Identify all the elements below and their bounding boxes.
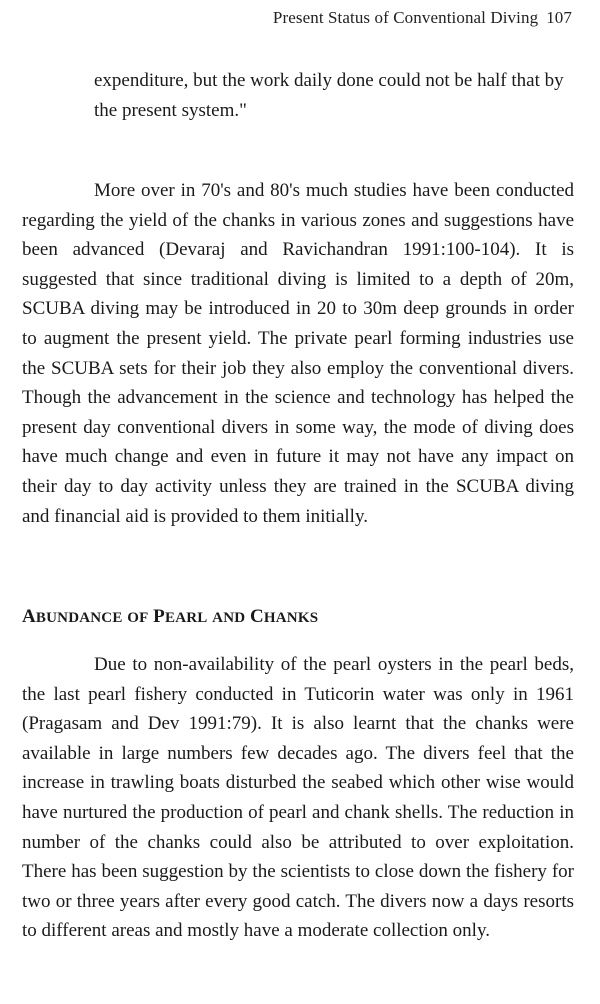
- running-header: [273, 8, 572, 28]
- heading-initial: P: [153, 606, 165, 627]
- page-number: 107: [546, 8, 572, 27]
- running-title: Present Status of Conventional Diving: [272, 8, 539, 27]
- quote-continuation: expenditure, but the work daily done could not be half that by the present system.": [94, 70, 564, 121]
- paragraph-text: Due to non-availability of the pearl oysters in the pearl beds, the last pearl fishery conducted in Tuticorin water was only in 1961 (Pragasam and Dev 1991:79). It is also learnt that the chanks were available in large numbers few decades ago. The divers feel that the increase in trawling boats disturbed the seabed which other wise would have nurtured the production of pearl and chank shells. The reduction in number of the chanks could also be attributed to over exploitation. There has been suggestion by the scientists to close down the fishery for two or three years after every good catch. The divers now a days resorts to different areas and mostly have a moderate collection only.: [22, 654, 574, 942]
- heading-smallcaps: HANKS: [263, 610, 319, 626]
- heading-smallcaps: BUNDANCE: [35, 610, 123, 626]
- paragraph-text: More over in 70's and 80's much studies have been conducted regarding the yield of the chanks in various zones and suggestions have been advanced (Devaraj and Ravichandran 1991:100-104). It is suggested that since traditional diving is limited to a depth of 20m, SCUBA diving may be introduced in 20 to 30m deep grounds in order to augment the present yield. The private pearl forming industries use the SCUBA sets for their job they also employ the conventional divers. Though the advancement in the science and technology has helped the present day conventional divers in some way, the mode of diving does have much change and even in future it may not have any impact on their day to day activity unless they are trained in the SCUBA diving and financial aid is provided to them initially.: [22, 180, 574, 527]
- heading-smallcaps: OF: [127, 610, 149, 626]
- paragraph-pearl-abundance: [22, 650, 574, 946]
- heading-smallcaps: AND: [212, 610, 246, 626]
- heading-initial: A: [22, 606, 36, 627]
- section-heading: [22, 606, 318, 628]
- heading-initial: C: [249, 606, 264, 627]
- heading-smallcaps: EARL: [164, 610, 208, 626]
- paragraph-diving-studies: [22, 176, 574, 531]
